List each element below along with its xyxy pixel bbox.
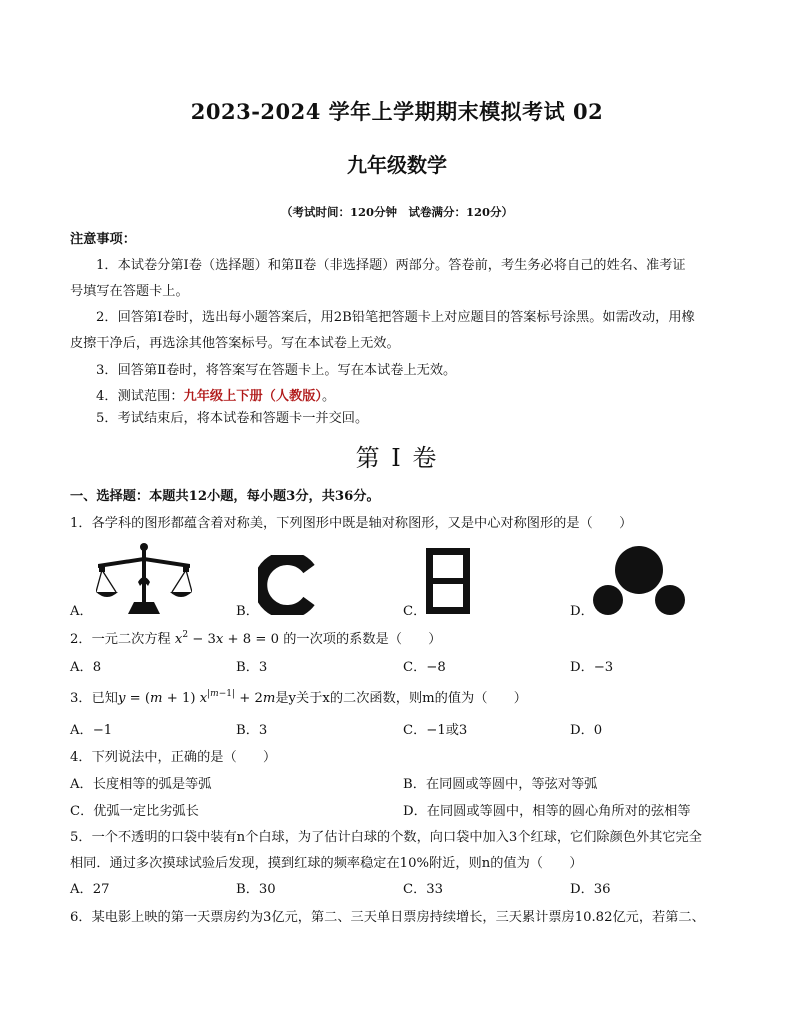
q5-option-a: A．27 (70, 882, 110, 897)
scale-balance-icon (96, 542, 192, 620)
q1-option-d-label: D． (570, 604, 594, 619)
exam-subtitle: 九年级数学 (347, 153, 447, 177)
notice-item-4-suffix: 。 (321, 389, 336, 404)
q5-option-c: C．33 (403, 882, 444, 897)
test-scope: 九年级上下册（人教版） (183, 389, 322, 404)
notice-item-4-prefix: 4．测试范围： (96, 389, 184, 404)
notice-item-1-line2: 号填写在答题卡上。 (70, 284, 189, 299)
question-3-stem (70, 691, 527, 707)
q2-stem-suffix: 的一次项的系数是（ ） (279, 632, 442, 647)
section-heading: 一、选择题：本题共12小题，每小题3分，共36分。 (70, 489, 380, 504)
q4-option-b: B．在同圆或等圆中，等弦对等弧 (403, 777, 598, 792)
notice-heading: 注意事项： (70, 232, 136, 247)
q4-option-c: C．优弧一定比劣弧长 (70, 804, 199, 819)
three-circles-icon (592, 545, 686, 621)
notice-item-2-line2: 皮擦干净后，再选涂其他答案标号。写在本试卷上无效。 (70, 336, 400, 351)
question-1-stem: 1．各学科的图形都蕴含着对称美，下列图形中既是轴对称图形，又是中心对称图形的是（ ） (70, 516, 633, 531)
volume-title: 第 I 卷 (355, 444, 439, 472)
question-5-line2: 相同．通过多次摸球试验后发现，摸到红球的频率稳定在10%附近，则n的值为（ ） (70, 856, 583, 871)
q3-stem-prefix: 3．已知 (70, 691, 118, 706)
question-2-stem (70, 632, 441, 648)
exam-info: （考试时间：120分钟 试卷满分：120分） (280, 205, 513, 219)
notice-item-5: 5．考试结束后，将本试卷和答题卡一并交回。 (96, 411, 369, 426)
q1-option-a-label: A． (70, 604, 93, 619)
q2-option-a: A．8 (70, 660, 102, 675)
q2-equation: $x^2 - 3x + 8 = 0$ (174, 630, 279, 647)
q1-option-c-label: C． (403, 604, 427, 619)
notice-item-2-line1: 2．回答第Ⅰ卷时，选出每小题答案后，用2B铅笔把答题卡上对应题目的答案标号涂黑。如需改动，用橡 (96, 310, 695, 325)
q5-option-d: D．36 (570, 882, 611, 897)
q2-option-d: D．−3 (570, 660, 614, 675)
q3-option-a: A．−1 (70, 723, 113, 738)
q2-option-b: B．3 (236, 660, 268, 675)
q3-function: y = (m + 1) $x^{|m-1|} + 2m$ (117, 689, 276, 706)
exam-title: 2023-2024 学年上学期期末模拟考试 02 (190, 99, 604, 124)
question-5-line1: 5．一个不透明的口袋中装有n个白球，为了估计白球的个数，向口袋中加入3个红球，它们除颜色外其它完全 (70, 830, 702, 845)
q4-option-d: D．在同圆或等圆中，相等的圆心角所对的弦相等 (403, 804, 691, 819)
notice-item-4 (96, 389, 335, 405)
notice-item-3: 3．回答第Ⅱ卷时，将答案写在答题卡上。写在本试卷上无效。 (96, 363, 457, 378)
c-shape-icon (258, 555, 318, 619)
q4-option-a: A．长度相等的弧是等弧 (70, 777, 212, 792)
q3-option-b: B．3 (236, 723, 268, 738)
q3-stem-suffix: 是y关于x的二次函数，则m的值为（ ） (275, 691, 527, 706)
notice-item-1-line1: 1．本试卷分第Ⅰ卷（选择题）和第Ⅱ卷（非选择题）两部分。答卷前，考生务必将自己的姓名、准考证 (96, 258, 686, 273)
q3-option-d: D．0 (570, 723, 603, 738)
q2-option-c: C．−8 (403, 660, 446, 675)
ri-character-icon (426, 548, 470, 618)
question-4-stem: 4．下列说法中，正确的是（ ） (70, 750, 277, 765)
q1-option-b-label: B． (236, 604, 259, 619)
q5-option-b: B．30 (236, 882, 276, 897)
q3-option-c: C．−1或3 (403, 723, 468, 738)
question-6-line1: 6．某电影上映的第一天票房约为3亿元，第二、三天单日票房持续增长，三天累计票房10.82亿元，若第二、 (70, 910, 705, 925)
q2-stem-prefix: 2．一元二次方程 (70, 632, 175, 647)
